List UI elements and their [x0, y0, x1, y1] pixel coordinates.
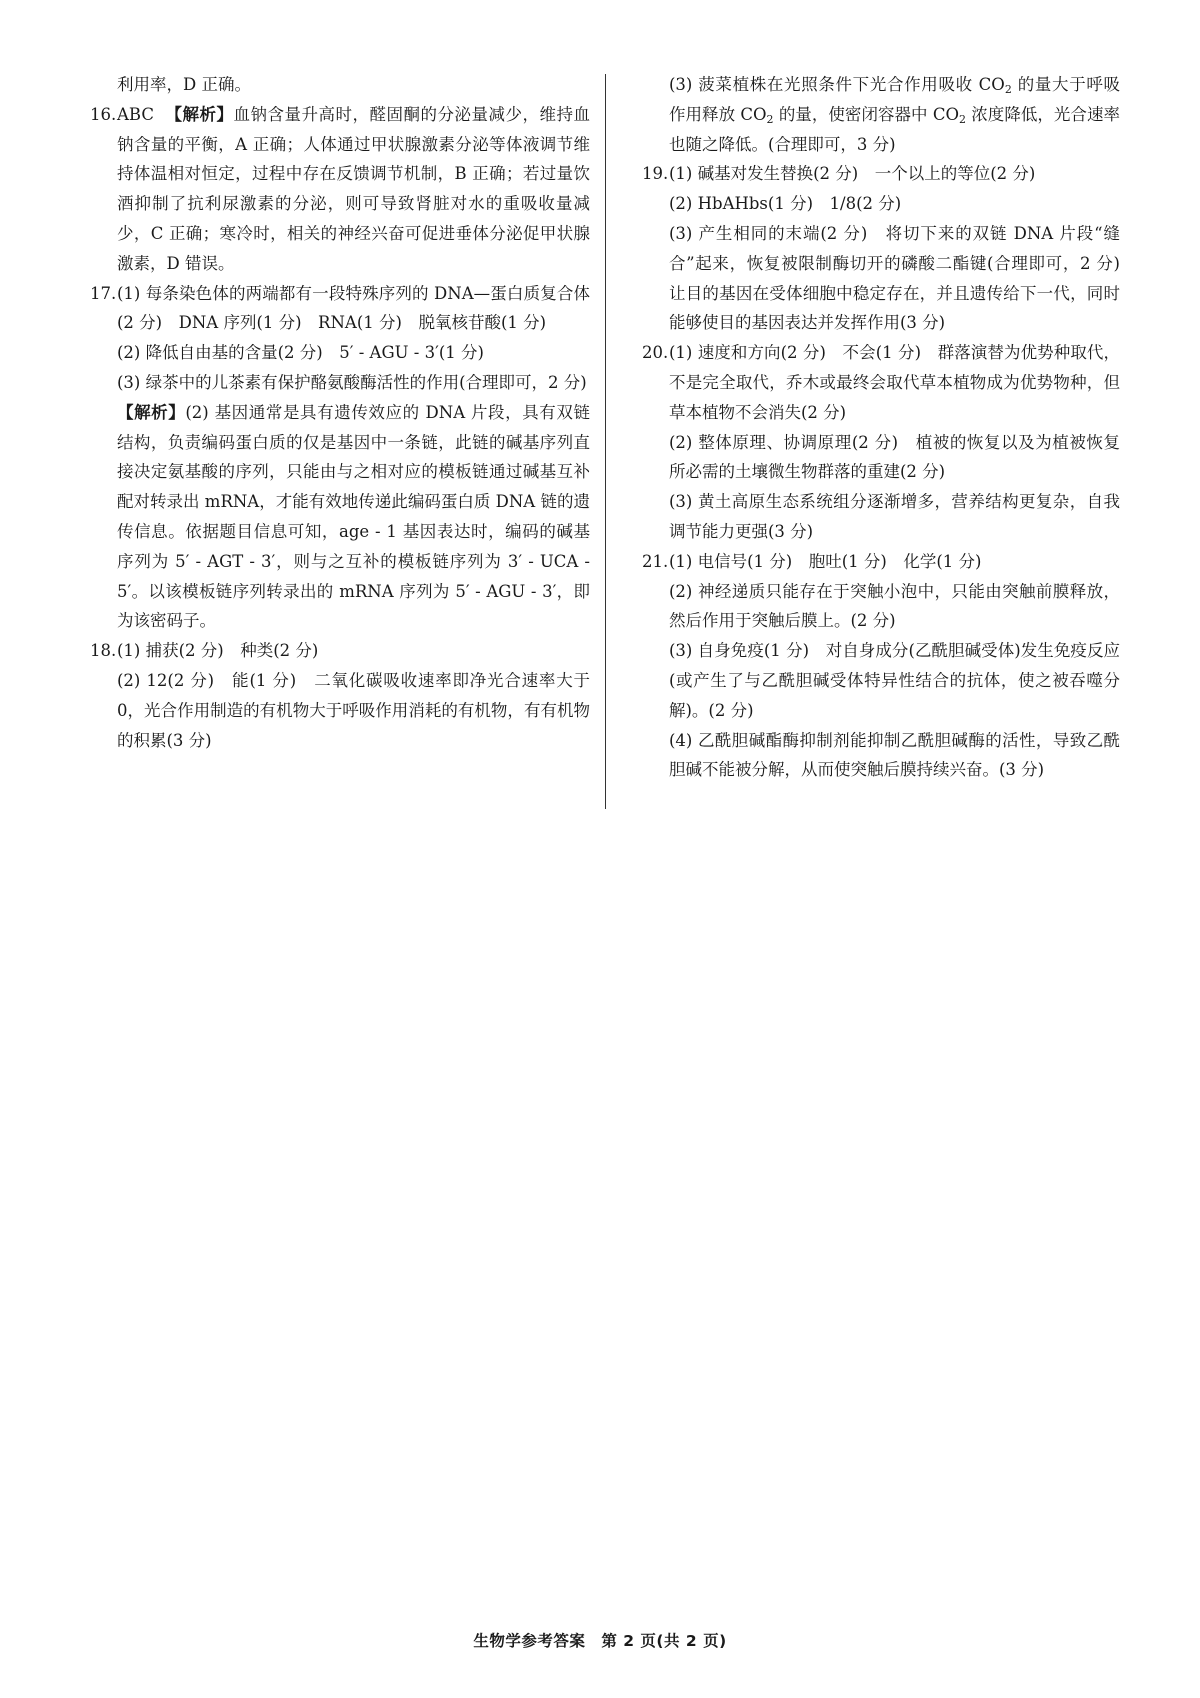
question-18-part-3: [669, 70, 1120, 159]
column-divider: [605, 74, 606, 809]
question-19-part-3: (3) 产生相同的末端(2 分) 将切下来的双链 DNA 片段“缝合”起来，恢复被限制酶切开的磷酸二酯键(合理即可，2 分) 让目的基因在受体细胞中稳定存在，并且遗传给下一代，同时能够使目的基因表达并发挥作用(3 分): [669, 223, 1137, 333]
question-18-part-3-a: (3) 菠菜植株在光照条件下光合作用吸收 CO: [669, 75, 1005, 94]
question-17-number: 17.: [90, 283, 117, 303]
question-18-part-1: (1) 捕获(2 分) 种类(2 分): [117, 641, 319, 661]
question-19-part-2: (2) HbAHbs(1 分) 1/8(2 分): [669, 194, 902, 214]
subscript-2: 2: [959, 112, 966, 126]
question-18: [90, 636, 590, 755]
question-18-part-3-d: 浓度降低，光合速率也随之降低。(合理即可，3 分): [669, 104, 1120, 154]
q15-continuation-text: 利用率，D 正确。: [117, 75, 251, 94]
question-18-number: 18.: [90, 641, 117, 661]
subscript-2: 2: [1004, 83, 1012, 96]
q15-continuation: [90, 70, 590, 100]
page-footer: 生物学参考答案 第 2 页(共 2 页): [473, 1632, 727, 1650]
question-19-number: 19.: [642, 164, 669, 184]
left-column: [90, 70, 590, 755]
question-17-part-1: (1) 每条染色体的两端都有一段特殊序列的 DNA—蛋白质复合体(2 分) DNA 序列(1 分) RNA(1 分) 脱氧核苷酸(1 分): [117, 283, 590, 333]
question-18-part-2: (2) 12(2 分) 能(1 分) 二氧化碳吸收速率即净光合速率大于 0，光合作用制造的有机物大于呼吸作用消耗的有机物，有有机物的积累(3 分): [117, 670, 590, 750]
question-21-part-3: (3) 自身免疫(1 分) 对自身成分(乙酰胆碱受体)发生免疫反应(或产生了与乙酰胆碱受体特异性结合的抗体，使之被吞噬分解)。(2 分): [669, 641, 1120, 720]
question-16-analysis-label: 【解析】: [165, 104, 234, 124]
question-19-part-1: (1) 碱基对发生替换(2 分) 一个以上的等位(2 分): [669, 164, 1036, 184]
question-20-part-1: (1) 速度和方向(2 分) 不会(1 分) 群落演替为优势种取代，不是完全取代，乔木或最终会取代草本植物成为优势物种，但草本植物不会消失(2 分): [669, 343, 1120, 422]
question-18-part-3-b: 的量大于呼吸作用释放 CO: [669, 75, 1121, 124]
question-18-part-3-c: 的量，使密闭容器中 CO: [773, 104, 959, 124]
question-17: [90, 279, 590, 637]
subscript-2: 2: [766, 112, 774, 126]
question-19: [642, 159, 1137, 338]
question-20-number: 20.: [642, 343, 669, 363]
question-16-answer: ABC: [117, 104, 154, 124]
question-16-number: 16.: [90, 104, 117, 124]
question-17-part-3: (3) 绿茶中的儿茶素有保护酪氨酸酶活性的作用(合理即可，2 分): [117, 372, 587, 392]
question-17-analysis-label: 【解析】: [117, 402, 186, 422]
question-21-part-2: (2) 神经递质只能存在于突触小泡中，只能由突触前膜释放，然后作用于突触后膜上。(2 分): [669, 581, 1120, 631]
question-18-continuation: [642, 70, 1120, 159]
question-17-analysis: [117, 398, 590, 636]
right-column: [642, 70, 1137, 785]
question-21: [642, 547, 1120, 785]
question-21-part-4: (4) 乙酰胆碱酯酶抑制剂能抑制乙酰胆碱酶的活性，导致乙酰胆碱不能被分解，从而使突触后膜持续兴奋。(3 分): [669, 730, 1120, 780]
question-20: [642, 338, 1120, 547]
question-21-number: 21.: [642, 551, 669, 571]
question-17-part-2: (2) 降低自由基的含量(2 分) 5′ - AGU - 3′(1 分): [117, 343, 484, 363]
question-20-part-3: (3) 黄土高原生态系统组分逐渐增多，营养结构更复杂，自我调节能力更强(3 分): [669, 492, 1120, 541]
question-21-part-1: (1) 电信号(1 分) 胞吐(1 分) 化学(1 分): [669, 551, 982, 571]
question-17-analysis-text: (2) 基因通常是具有遗传效应的 DNA 片段，具有双链结构，负责编码蛋白质的仅是基因中一条链，此链的碱基序列直接决定氨基酸的序列，只能由与之相对应的模板链通过碱基互补配对转录出 mRNA，才能有效地传递此编码蛋白质 DNA 链的遗传信息。依据题目信息可知，age - 1 基因表达时，编码的碱基序列为 5′ - AGT - 3′，则与之互补的模板链序列为 3′ - UCA - 5′。以该模板链序列转录出的 mRNA 序列为 5′ - AGU - 3′，即为该密码子。: [117, 402, 590, 631]
question-20-part-2: (2) 整体原理、协调原理(2 分) 植被的恢复以及为植被恢复所必需的土壤微生物群落的重建(2 分): [669, 432, 1120, 482]
question-16: [90, 100, 590, 279]
question-16-analysis-text: 血钠含量升高时，醛固酮的分泌量减少，维持血钠含量的平衡，A 正确；人体通过甲状腺激素分泌等体液调节维持体温相对恒定，过程中存在反馈调节机制，B 正确；若过量饮酒抑制了抗利尿激素的分泌，则可导致肾脏对水的重吸收量减少，C 正确；寒冷时，相关的神经兴奋可促进垂体分泌促甲状腺激素，D 错误。: [117, 104, 591, 273]
